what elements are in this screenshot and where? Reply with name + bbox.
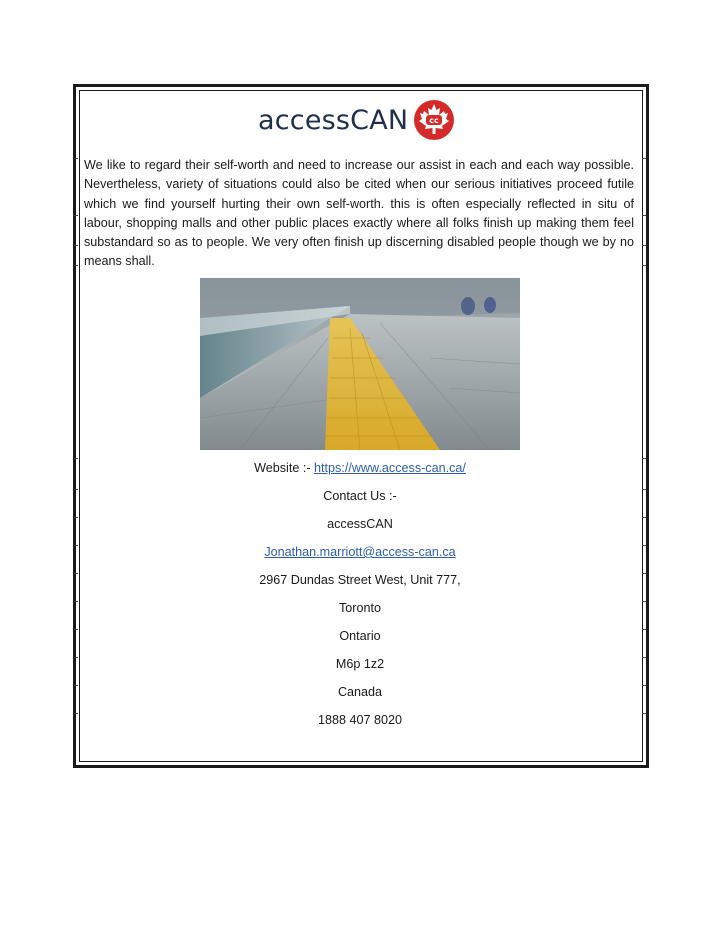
logo-wordmark: accessCAN bbox=[258, 104, 409, 136]
company-name: accessCAN bbox=[327, 517, 393, 531]
postal-code: M6p 1z2 bbox=[335, 657, 385, 671]
border-tick bbox=[642, 545, 646, 546]
maple-leaf-badge-icon bbox=[412, 98, 456, 142]
country: Canada bbox=[337, 685, 383, 699]
website-label: Website :- bbox=[254, 461, 315, 475]
border-tick bbox=[642, 685, 646, 686]
border-tick bbox=[74, 215, 78, 216]
border-tick bbox=[642, 458, 646, 459]
website-link[interactable]: https://www.access-can.ca/ bbox=[314, 461, 466, 475]
contact-heading: Contact Us :- bbox=[323, 489, 397, 503]
email-line bbox=[78, 545, 642, 559]
border-tick bbox=[642, 601, 646, 602]
badge-text: cc bbox=[429, 116, 440, 125]
intro-paragraph: We like to regard their self-worth and need to increase our assist in each and each way possible. Nevertheless, variety of situations could also be cited when our serious initiatives proceed futile which we find yourself hurting their own self-worth. this is often especially reflected in situ of labour, shopping malls and other public places exactly where all folks finish up making them feel substandard so as to people. We very often finish up discerning disabled people though we by no means shall. bbox=[84, 158, 634, 269]
border-tick bbox=[74, 245, 78, 246]
border-tick bbox=[642, 657, 646, 658]
border-tick bbox=[74, 158, 78, 159]
border-tick bbox=[74, 458, 78, 459]
border-tick bbox=[642, 215, 646, 216]
accesscan-logo bbox=[258, 96, 468, 144]
border-tick bbox=[642, 573, 646, 574]
website-line bbox=[78, 461, 642, 475]
corridor-image bbox=[200, 278, 520, 450]
email-link[interactable]: Jonathan.marriott@access-can.ca bbox=[264, 545, 456, 559]
street-address: 2967 Dundas Street West, Unit 777, bbox=[259, 573, 461, 587]
city: Toronto bbox=[338, 601, 381, 615]
border-tick bbox=[642, 265, 646, 266]
border-tick bbox=[642, 629, 646, 630]
phone-number: 1888 407 8020 bbox=[317, 713, 403, 727]
border-tick bbox=[642, 517, 646, 518]
province: Ontario bbox=[339, 629, 381, 643]
border-tick bbox=[642, 713, 646, 714]
border-tick bbox=[642, 489, 646, 490]
border-tick bbox=[74, 265, 78, 266]
border-tick bbox=[642, 245, 646, 246]
border-tick bbox=[642, 158, 646, 159]
tactile-paving-photo bbox=[200, 278, 520, 450]
